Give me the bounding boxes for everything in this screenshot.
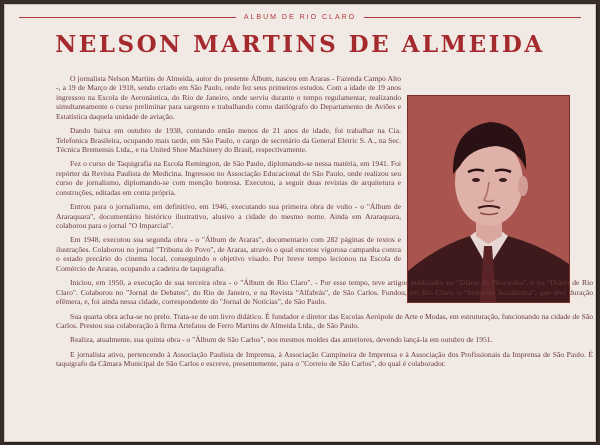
paragraph: Entrou para o jornalismo, em definitivo, em 1946, executando sua primeira obra de vulto - o "Álbum de Araraquara", documentário histórico ilustrativo, alusivo a cidade do mesmo nome. Ainda em Araraquara, colaborou para o jornal "O Imparcial". xyxy=(56,202,401,230)
paragraph: Sua quarta obra acha-se no prelo. Trata-se de um livro didático. É fundador e diretor das Escolas Aerópole de Arte e Modas, em estruturação, funcionando na cidade de São Carlos. Prestou sua colaboração à firma Artefatos de Ferro Martins de Almeida Ltda., de São Paulo. xyxy=(56,311,593,330)
paragraph: Em 1948, executou sua segunda obra - o "Álbum de Araras", documentario com 282 páginas de textos e ilustrações. Colaborou no jornal "Tribuna do Povo", de Araras, através o qual encetou vigorosa campanha contra o estado precário do cinema local, conseguindo o objetivo visado. Por breve tempo lecionou na Escola de Comércio de Araras, ocupando a cadeira de taquigrafia. xyxy=(56,235,401,273)
paragraph: Iniciou, em 1950, a execução de sua terceira obra - o "Álbum de Rio Claro". - Por esse tempo, teve artigos publicados no "Diário de Piracicaba", e no "Diário de Rio Claro". Colaborou no "Jornal de Debates", do Rio de Janeiro, e na Revista "Alfabrás", de São Carlos. Fundou, em Rio Claro, o "Imprensa Acadêmica", que teve duração efêmera, e, foi ainda nessa cidade, correspondente do "Jornal de Notícias", de São Paulo. xyxy=(56,278,593,306)
running-head-rule-right xyxy=(364,17,581,18)
paragraph: Realiza, atualmente, sua quinta obra - o "Álbum de São Carlos", nos mesmos moldes das anteriores, devendo lançá-la em outubro de 1951. xyxy=(70,335,493,345)
paragraph: O jornalista Nelson Martins de Almeida, autor do presente Álbum, nasceu em Araras - Fazenda Campo Alto -, a 19 de Março de 1918, sendo criado em São Paulo, onde fez seus primeiros estudos. Com a idade de 19 anos ingressou na Escola de Aeronáutica, do Rio de Janeiro, onde serviu durante o tempo regulamentar, realizando simultaneamente o curso preliminar para sargento e trabalhando como datilógrafo do Departamento de Aviões e Estatística daquela unidade de aviação. xyxy=(56,74,401,121)
page-title: NELSON MARTINS DE ALMEIDA xyxy=(55,31,545,58)
paragraph: Dando baixa em outubro de 1938, contando então menos de 21 anos de idade, foi trabalhar na Cia. Telefonica Brasileira, ocupando mais tarde, em São Paulo, o cargo de secretário da General Eletric S. A., na Sec. Técnica Bremensis Ltda., e na United Shoe Machinery do Brasil, respectivamente. xyxy=(56,126,401,154)
biography-text xyxy=(56,74,593,374)
running-head-rule-left xyxy=(19,17,236,18)
running-head-text: ALBUM DE RIO CLARO xyxy=(243,13,357,21)
album-page xyxy=(4,4,596,442)
running-head xyxy=(19,11,581,23)
paragraph: Fez o curso de Taquigrafia na Escola Remington, de São Paulo, diplomando-se nessa matéria, em 1941. Foi repórter da Revista Paulista de Medicina. Ingressou no Associação Educacional de São Paulo, onde realizou seu curso de jornalismo, diplomando-se com menção honrosa. Executou, a seguir duas revistas de arquitetura e construções, editadas em conta própria. xyxy=(56,159,401,197)
paragraph: E jornalista ativo, pertencendo à Associação Paulista de Imprensa, à Associação Campineira de Imprensa e à Associação dos Profissionais da Imprensa de São Paulo. É taquigrafo da Câmara Municipal de São Carlos e escreve, presentemente, para o "Correio de São Carlos", do qual é colaborador. xyxy=(56,349,593,369)
